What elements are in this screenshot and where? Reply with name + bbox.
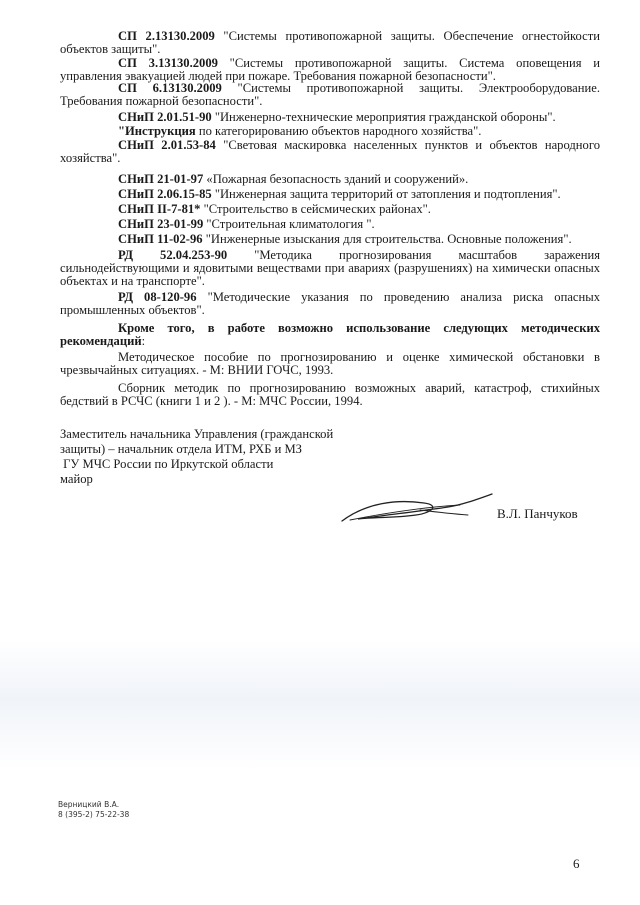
reference-item [60, 82, 600, 108]
reference-code: СНиП 2.01.53-84 [118, 138, 216, 152]
reference-text: "Инженерная защита территорий от затопления и подтопления". [211, 187, 561, 201]
signatory-block [60, 427, 380, 487]
reference-code: РД 08-120-96 [118, 290, 197, 304]
reference-text: "Системы противопожарной защиты. Система оповещения и управления эвакуацией людей при пожаре. Требования пожарной безопасности". [60, 56, 600, 83]
signatory-line: Заместитель начальника Управления (гражданской [60, 427, 334, 441]
reference-code: "Инструкция [118, 124, 196, 138]
executor-contact [58, 800, 129, 820]
reference-code: СНиП 11-02-96 [118, 232, 203, 246]
reference-text: "Строительство в сейсмических районах". [200, 202, 431, 216]
executor-name: Верницкий В.А. [58, 800, 120, 809]
reference-text: "Методика прогнозирования масштабов заражения сильнодействующими и ядовитыми веществами при авариях (разрушениях) на химически опасных объектах и на транспорте". [60, 248, 600, 288]
reference-text: "Световая маскировка населенных пунктов и объектов народного хозяйства". [60, 138, 600, 165]
handwritten-signature [336, 493, 496, 529]
reference-item [60, 249, 600, 288]
scan-tint [0, 640, 640, 770]
additional-heading [60, 322, 600, 348]
additional-heading-tail: : [141, 334, 146, 348]
reference-code: СНиП II-7-81* [118, 202, 201, 216]
reference-item [60, 111, 600, 124]
executor-phone: 8 (395-2) 75-22-38 [58, 810, 130, 819]
additional-heading-text: Кроме того, в работе возможно использование следующих методических рекомендаций [60, 321, 600, 348]
reference-item [60, 188, 600, 201]
reference-text: "Инженерные изыскания для строительства. Основные положения". [202, 232, 572, 246]
reference-code: РД 52.04.253-90 [118, 248, 228, 262]
reference-code: СНиП 21-01-97 [118, 172, 204, 186]
reference-text: "Инженерно-технические мероприятия гражданской обороны". [211, 110, 556, 124]
reference-item [60, 218, 600, 231]
reference-text: "Строительная климатология ". [203, 217, 375, 231]
reference-text: "Методические указания по проведению анализа риска опасных промышленных объектов". [60, 290, 600, 317]
reference-item [60, 173, 600, 186]
reference-code: СП 2.13130.2009 [118, 29, 215, 43]
reference-item [60, 30, 600, 56]
additional-item: Сборник методик по прогнозированию возможных аварий, катастроф, стихийных бедствий в РСЧС (книги 1 и 2 ). - М: МЧС России, 1994. [60, 381, 600, 408]
reference-code: СНиП 2.06.15-85 [118, 187, 212, 201]
reference-text: по категорированию объектов народного хозяйства". [195, 124, 482, 138]
reference-item [60, 57, 600, 83]
reference-text: "Системы противопожарной защиты. Обеспечение огнестойкости объектов защиты". [60, 29, 600, 56]
reference-item [60, 139, 600, 165]
reference-code: СП 6.13130.2009 [118, 81, 222, 95]
reference-item [60, 125, 600, 138]
reference-item [60, 291, 600, 317]
additional-item: Методическое пособие по прогнозированию и оценке химической обстановки в чрезвычайных ситуациях. - М: ВНИИ ГОЧС, 1993. [60, 350, 600, 377]
signatory-name: В.Л. Панчуков [497, 506, 578, 521]
signatory-line: защиты) – начальник отдела ИТМ, РХБ и МЗ [60, 442, 302, 456]
page-number: 6 [573, 856, 580, 871]
reference-text: "Системы противопожарной защиты. Электрооборудование. Требования пожарной безопасности". [60, 81, 600, 108]
reference-code: СНиП 2.01.51-90 [118, 110, 212, 124]
reference-item [60, 233, 600, 246]
signatory-line: майор [60, 472, 93, 486]
signatory-line: ГУ МЧС России по Иркутской области [60, 457, 274, 471]
reference-code: СНиП 23-01-99 [118, 217, 204, 231]
reference-code: СП 3.13130.2009 [118, 56, 218, 70]
reference-item [60, 203, 600, 216]
reference-text: «Пожарная безопасность зданий и сооружений». [203, 172, 469, 186]
